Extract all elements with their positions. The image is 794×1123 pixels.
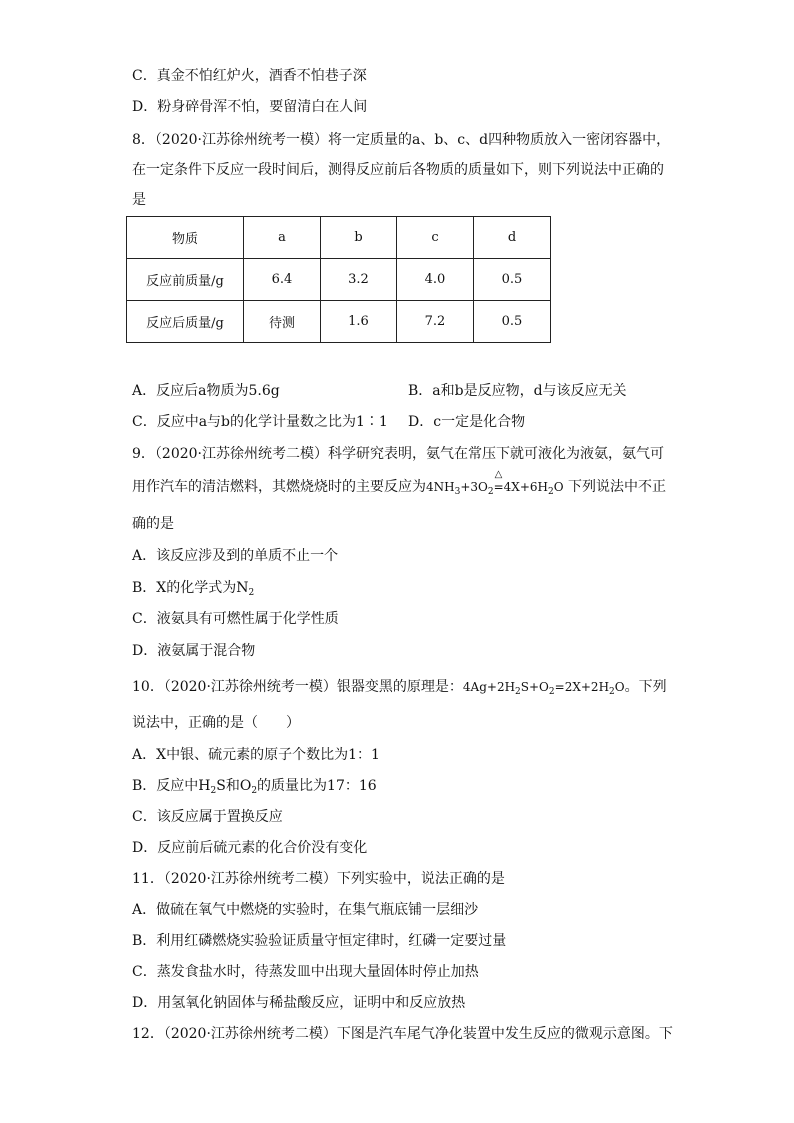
q8-stem-line1: 8．（2020·江苏徐州统考一模）将一定质量的a、b、c、d四种物质放入一密闭容器中， (132, 132, 671, 148)
prev-option-d: D．粉身碎骨浑不怕，要留清白在人间 (132, 99, 368, 115)
prev-option-c: C．真金不怕红炉火，酒香不怕巷子深 (132, 68, 367, 84)
table-header-cell: c (397, 217, 474, 259)
q10-stem-prefix: 10．（2020·江苏徐州统考一模）银器变黑的原理是： (132, 679, 463, 695)
heat-delta-icon: △ (494, 469, 503, 480)
q9-option-b[interactable]: B．X的化学式为$N_2$ (132, 580, 255, 598)
q9-equation: $4NH_3+3O_2$ △ $=4X+6H_2O$ (426, 480, 564, 494)
q8-option-d[interactable]: D．c一定是化合物 (408, 414, 526, 430)
q10-option-c[interactable]: C．该反应属于置换反应 (132, 809, 283, 825)
table-cell: 6.4 (244, 259, 321, 301)
q9-stem-line2 (132, 469, 667, 502)
q11-option-b[interactable]: B．利用红磷燃烧实验验证质量守恒定律时，红磷一定要过量 (132, 933, 507, 949)
q9-stem-line3: 确的是 (132, 516, 174, 532)
q8-stem-line2: 在一定条件下反应一段时间后，测得反应前后各物质的质量如下，则下列说法中正确的 (132, 162, 664, 178)
table-row (127, 301, 551, 343)
q10-equation: $4Ag+2H_2S+O_2=2X+2H_2O$ (462, 680, 625, 697)
q9-option-c[interactable]: C．液氨具有可燃性属于化学性质 (132, 611, 339, 627)
q11-option-a[interactable]: A．做硫在氧气中燃烧的实验时，在集气瓶底铺一层细沙 (132, 902, 479, 918)
table-cell: 待测 (244, 301, 321, 343)
table-cell: 1.6 (321, 301, 397, 343)
table-cell: 反应后质量/g (127, 301, 244, 343)
table-cell: 7.2 (397, 301, 474, 343)
mass-table (126, 216, 551, 343)
q10-stem-suffix: 。下列 (624, 679, 667, 695)
q9-option-a[interactable]: A．该反应涉及到的单质不止一个 (132, 548, 339, 564)
q12-stem: 12．（2020·江苏徐州统考二模）下图是汽车尾气净化装置中发生反应的微观示意图。下 (132, 1026, 673, 1042)
q9-stem-suffix: 下列说法中不正 (563, 479, 667, 495)
q8-option-a[interactable]: A．反应后a物质为5.6g (132, 383, 280, 399)
q11-option-d[interactable]: D．用氢氧化钠固体与稀盐酸反应，证明中和反应放热 (132, 995, 466, 1011)
q8-option-b[interactable]: B．a和b是反应物，d与该反应无关 (408, 383, 627, 399)
q10-option-a[interactable]: A．X中银、硫元素的原子个数比为1：1 (132, 747, 380, 763)
q9-option-d[interactable]: D．液氨属于混合物 (132, 643, 256, 659)
q11-stem: 11．（2020·江苏徐州统考二模）下列实验中，说法正确的是 (132, 871, 505, 887)
table-cell: 3.2 (321, 259, 397, 301)
table-row (127, 259, 551, 301)
table-cell: 反应前质量/g (127, 259, 244, 301)
table-header-cell: a (244, 217, 321, 259)
q10-option-d[interactable]: D．反应前后硫元素的化合价没有变化 (132, 840, 368, 856)
table-header-cell: 物质 (127, 217, 244, 259)
q9-stem-line1: 9．（2020·江苏徐州统考二模）科学研究表明，氨气在常压下就可液化为液氨，氨气可 (132, 446, 664, 462)
q10-stem-line1 (132, 677, 667, 702)
table-header-cell: b (321, 217, 397, 259)
q10-option-b[interactable]: B．反应中$H_2S$和$O_2$的质量比为17：16 (132, 778, 377, 796)
table-cell: 0.5 (474, 259, 551, 301)
table-cell: 0.5 (474, 301, 551, 343)
q8-stem-line3: 是 (132, 192, 146, 208)
table-cell: 4.0 (397, 259, 474, 301)
q9-stem-prefix: 用作汽车的清洁燃料，其燃烧烧时的主要反应为 (132, 479, 426, 495)
table-header-cell: d (474, 217, 551, 259)
q8-option-c[interactable]: C．反应中a与b的化学计量数之比为1∶1 (132, 414, 388, 430)
q11-option-c[interactable]: C．蒸发食盐水时，待蒸发皿中出现大量固体时停止加热 (132, 964, 479, 980)
table-header-row (127, 217, 551, 259)
q10-stem-line2: 说法中，正确的是（ ） (132, 715, 300, 731)
